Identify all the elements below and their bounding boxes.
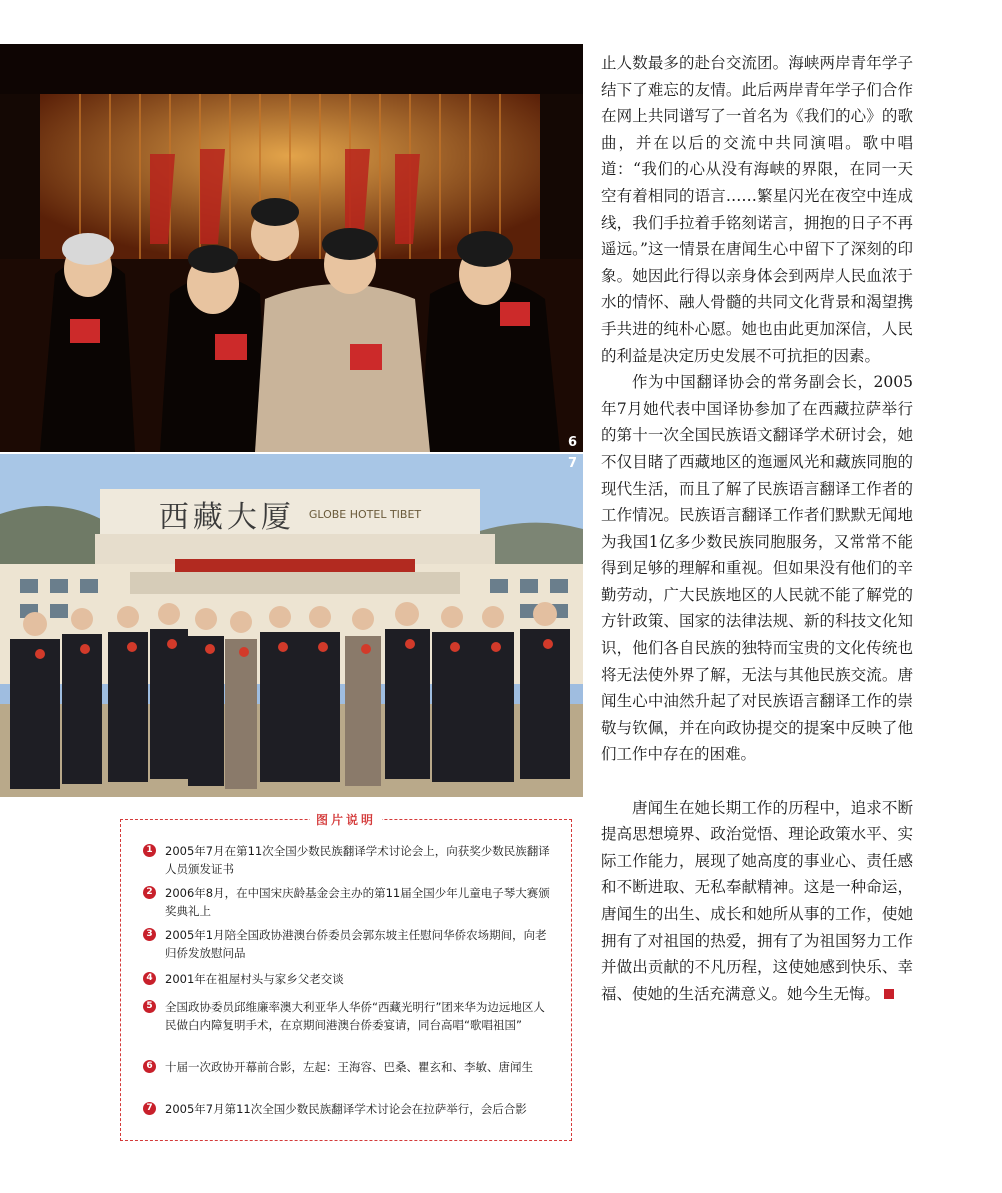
paragraph-3 (601, 795, 913, 1008)
end-mark-icon (884, 989, 894, 999)
photo-number-7: 7 (567, 456, 577, 471)
hotel-sign-cn: 西藏大厦 (158, 500, 295, 535)
caption-text: 2005年1月陪全国政协港澳台侨委员会郭东坡主任慰问华侨农场期间，向老归侨发放慰问品 (165, 928, 547, 960)
caption-number-icon: 7 (143, 1102, 156, 1115)
caption-text: 全国政协委员邱维廉率澳大利亚华人华侨“西藏光明行”团来华为边远地区人民做白内障复明手术，在京期间港澳台侨委宴请，同台高唱“歌唱祖国” (165, 1000, 545, 1032)
caption-text: 2006年8月，在中国宋庆龄基金会主办的第11届全国少年儿童电子琴大赛颁奖典礼上 (165, 886, 550, 918)
photo-captions (120, 813, 572, 1141)
paragraph-3-text: 唐闻生在她长期工作的历程中，追求不断提高思想境界、政治觉悟、理论政策水平、实际工作能力，展现了她高度的事业心、责任感和不断进取、无私奉献精神。这是一种命运，唐闻生的出生、成长和她所从事的工作，使她拥有了对祖国的热爱，拥有了为祖国努力工作并做出贡献的不凡历程，这使她感到快乐、幸福、使她的生活充满意义。她今生无悔。 (601, 798, 913, 1003)
photo-number-6: 6 (567, 435, 577, 450)
caption-item (143, 1100, 553, 1118)
caption-item (143, 842, 553, 878)
paragraph-1: 止人数最多的赴台交流团。海峡两岸青年学子结下了难忘的友情。此后两岸青年学子们合作在网上共同谱写了一首名为《我们的心》的歌曲，并在以后的交流中共同演唱。歌中唱道：“我们的心从没有海峡的界限，在同一天空有着相同的语言……繁星闪光在夜空中连成线，我们手拉着手铭刻诺言，拥抱的日子不再遥远。”这一情景在唐闻生心中留下了深刻的印象。她因此行得以亲身体会到两岸人民血浓于水的情怀、融人骨髓的共同文化背景和渴望携手共进的纯朴心愿。她也由此更加深信，人民的利益是决定历史发展不可抗拒的因素。 (601, 54, 913, 365)
paragraph-2: 作为中国翻译协会的常务副会长，2005年7月她代表中国译协参加了在西藏拉萨举行的第十一次全国民族语文翻译学术研讨会，她不仅目睹了西藏地区的迤逦风光和藏族同胞的现代生活，而且了解了民族语言翻译工作者的工作情况。民族语言翻译工作者们默默无闻地为我国1亿多少数民族同胞服务，又常常不能得到足够的理解和重视。但如果没有他们的辛勤劳动，广大民族地区的人民就不能了解党的方针政策、国家的法律法规、新的科技文化知识，他们各自民族的独特而宝贵的文化传统也将无法使外界了解，无法与其他民族交流。唐闻生心中油然升起了对民族语言翻译工作的崇敬与钦佩，并在向政协提交的提案中反映了他们工作中存在的困难。 (601, 373, 913, 764)
caption-text: 2001年在祖屋村头与家乡父老交谈 (165, 972, 344, 986)
caption-number-icon: 6 (143, 1060, 156, 1073)
caption-text: 十届一次政协开幕前合影，左起：王海容、巴桑、瞿玄和、李敏、唐闻生 (165, 1060, 533, 1074)
photo-6-image (0, 44, 583, 452)
caption-text: 2005年7月第11次全国少数民族翻译学术讨论会在拉萨举行，会后合影 (165, 1102, 527, 1116)
captions-title: 图片说明 (310, 811, 382, 828)
caption-number-icon: 2 (143, 886, 156, 899)
caption-item (143, 998, 553, 1034)
photo-group-hotel (0, 454, 583, 797)
hotel-sign-en: GLOBE HOTEL TIBET (308, 507, 422, 521)
hotel-sign (100, 494, 480, 534)
caption-number-icon: 1 (143, 844, 156, 857)
caption-number-icon: 3 (143, 928, 156, 941)
caption-number-icon: 5 (143, 1000, 156, 1013)
caption-item (143, 884, 553, 920)
caption-item (143, 1058, 553, 1076)
caption-item (143, 926, 553, 962)
caption-item (143, 970, 553, 988)
photo-group-stage (0, 44, 583, 452)
caption-text: 2005年7月在第11次全国少数民族翻译学术讨论会上，向获奖少数民族翻译人员颁发证书 (165, 844, 550, 876)
caption-number-icon: 4 (143, 972, 156, 985)
article-body (601, 50, 913, 1007)
